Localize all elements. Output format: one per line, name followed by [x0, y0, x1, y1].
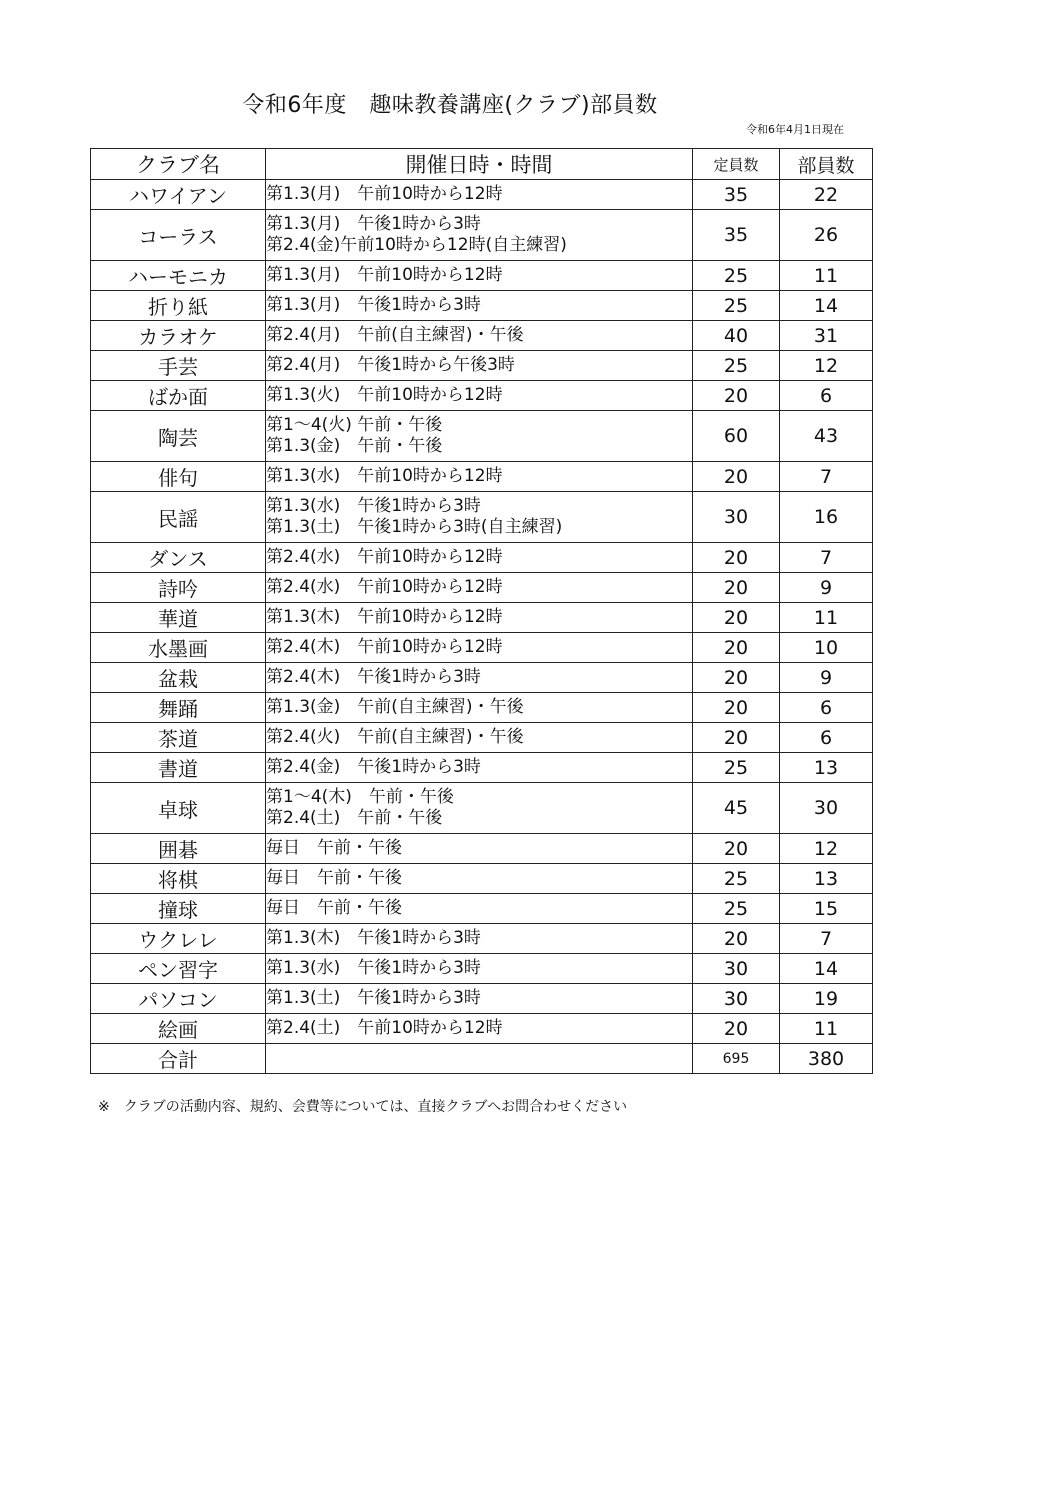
table-row — [91, 753, 873, 783]
capacity-cell: 20 — [693, 573, 780, 603]
schedule-line: 毎日 午前・午後 — [266, 838, 402, 858]
schedule-cell — [266, 864, 693, 894]
club-name-cell: 手芸 — [91, 351, 266, 381]
schedule-cell — [266, 381, 693, 411]
club-name-cell: 水墨画 — [91, 633, 266, 663]
capacity-cell: 20 — [693, 924, 780, 954]
schedule-cell — [266, 261, 693, 291]
schedule-line: 第2.4(火) 午前(自主練習)・午後 — [266, 727, 524, 747]
members-cell: 13 — [780, 753, 873, 783]
schedule-line: 第1.3(月) 午後1時から3時 — [266, 214, 481, 234]
schedule-cell — [266, 210, 693, 261]
schedule-cell — [266, 783, 693, 834]
table-row — [91, 864, 873, 894]
schedule-cell — [266, 723, 693, 753]
club-name-cell: ばか面 — [91, 381, 266, 411]
table-row — [91, 291, 873, 321]
members-cell: 19 — [780, 984, 873, 1014]
table-row — [91, 543, 873, 573]
schedule-cell — [266, 834, 693, 864]
club-name-cell: ペン習字 — [91, 954, 266, 984]
club-name-cell: 茶道 — [91, 723, 266, 753]
members-cell: 6 — [780, 381, 873, 411]
table-row — [91, 723, 873, 753]
club-name-cell: 盆栽 — [91, 663, 266, 693]
capacity-cell: 30 — [693, 492, 780, 543]
schedule-cell — [266, 291, 693, 321]
members-cell: 6 — [780, 693, 873, 723]
table-row — [91, 894, 873, 924]
club-name-cell: 絵画 — [91, 1014, 266, 1044]
schedule-line: 毎日 午前・午後 — [266, 898, 402, 918]
schedule-cell — [266, 321, 693, 351]
schedule-line: 第2.4(土) 午前10時から12時 — [266, 1018, 503, 1038]
members-cell: 12 — [780, 834, 873, 864]
capacity-cell: 25 — [693, 291, 780, 321]
total-capacity: 695 — [693, 1044, 780, 1074]
schedule-line: 第1.3(金) 午前(自主練習)・午後 — [266, 697, 524, 717]
club-name-cell: 書道 — [91, 753, 266, 783]
members-cell: 43 — [780, 411, 873, 462]
table-row — [91, 492, 873, 543]
members-cell: 11 — [780, 261, 873, 291]
club-name-cell: 卓球 — [91, 783, 266, 834]
table-row — [91, 663, 873, 693]
header-club-name: クラブ名 — [91, 149, 266, 180]
capacity-cell: 25 — [693, 261, 780, 291]
club-name-cell: 舞踊 — [91, 693, 266, 723]
table-row — [91, 603, 873, 633]
capacity-cell: 25 — [693, 753, 780, 783]
members-cell: 7 — [780, 543, 873, 573]
club-name-cell: 民謡 — [91, 492, 266, 543]
table-row — [91, 1014, 873, 1044]
members-cell: 13 — [780, 864, 873, 894]
footnote: ※ クラブの活動内容、規約、会費等については、直接クラブへお問合わせください — [98, 1099, 628, 1115]
table-row — [91, 693, 873, 723]
table-row — [91, 462, 873, 492]
club-name-cell: 華道 — [91, 603, 266, 633]
schedule-cell — [266, 984, 693, 1014]
schedule-line: 第1.3(金) 午前・午後 — [266, 436, 443, 456]
members-cell: 14 — [780, 954, 873, 984]
club-name-cell: 折り紙 — [91, 291, 266, 321]
schedule-line: 第2.4(土) 午前・午後 — [266, 808, 443, 828]
table-row — [91, 210, 873, 261]
schedule-line: 第1.3(月) 午前10時から12時 — [266, 184, 503, 204]
schedule-cell — [266, 894, 693, 924]
table-row — [91, 321, 873, 351]
total-row — [91, 1044, 873, 1074]
table-row — [91, 954, 873, 984]
schedule-line: 第1.3(火) 午前10時から12時 — [266, 385, 503, 405]
table-row — [91, 351, 873, 381]
total-members: 380 — [780, 1044, 873, 1074]
club-name-cell: 陶芸 — [91, 411, 266, 462]
schedule-cell — [266, 924, 693, 954]
total-label: 合計 — [91, 1044, 266, 1074]
schedule-line: 第1.3(木) 午前10時から12時 — [266, 607, 503, 627]
schedule-cell — [266, 603, 693, 633]
schedule-line: 第1.3(土) 午後1時から3時(自主練習) — [266, 517, 563, 537]
capacity-cell: 20 — [693, 381, 780, 411]
schedule-cell — [266, 663, 693, 693]
schedule-line: 第1.3(土) 午後1時から3時 — [266, 988, 481, 1008]
club-name-cell: ハーモニカ — [91, 261, 266, 291]
header-members: 部員数 — [780, 149, 873, 180]
capacity-cell: 45 — [693, 783, 780, 834]
capacity-cell: 35 — [693, 180, 780, 210]
capacity-cell: 25 — [693, 894, 780, 924]
capacity-cell: 25 — [693, 864, 780, 894]
capacity-cell: 20 — [693, 543, 780, 573]
table-row — [91, 633, 873, 663]
total-schedule-empty — [266, 1044, 693, 1074]
members-cell: 16 — [780, 492, 873, 543]
members-cell: 12 — [780, 351, 873, 381]
members-cell: 30 — [780, 783, 873, 834]
schedule-line: 第2.4(木) 午前10時から12時 — [266, 637, 503, 657]
table-row — [91, 984, 873, 1014]
capacity-cell: 30 — [693, 984, 780, 1014]
schedule-line: 第1.3(月) 午前10時から12時 — [266, 265, 503, 285]
schedule-cell — [266, 543, 693, 573]
header-capacity: 定員数 — [693, 149, 780, 180]
members-cell: 31 — [780, 321, 873, 351]
schedule-line: 第1.3(木) 午後1時から3時 — [266, 928, 481, 948]
schedule-line: 第1.3(月) 午後1時から3時 — [266, 295, 481, 315]
table-row — [91, 783, 873, 834]
capacity-cell: 20 — [693, 693, 780, 723]
schedule-cell — [266, 1014, 693, 1044]
members-cell: 11 — [780, 1014, 873, 1044]
table-row — [91, 180, 873, 210]
capacity-cell: 20 — [693, 1014, 780, 1044]
club-name-cell: 撞球 — [91, 894, 266, 924]
schedule-cell — [266, 693, 693, 723]
capacity-cell: 35 — [693, 210, 780, 261]
club-name-cell: ダンス — [91, 543, 266, 573]
members-cell: 9 — [780, 663, 873, 693]
schedule-cell — [266, 633, 693, 663]
schedule-line: 毎日 午前・午後 — [266, 868, 402, 888]
schedule-line: 第2.4(月) 午前(自主練習)・午後 — [266, 325, 524, 345]
capacity-cell: 20 — [693, 462, 780, 492]
schedule-cell — [266, 492, 693, 543]
club-name-cell: 詩吟 — [91, 573, 266, 603]
members-cell: 7 — [780, 462, 873, 492]
members-cell: 22 — [780, 180, 873, 210]
club-name-cell: ウクレレ — [91, 924, 266, 954]
schedule-cell — [266, 411, 693, 462]
members-cell: 11 — [780, 603, 873, 633]
schedule-cell — [266, 351, 693, 381]
table-row — [91, 261, 873, 291]
capacity-cell: 20 — [693, 663, 780, 693]
capacity-cell: 25 — [693, 351, 780, 381]
club-name-cell: パソコン — [91, 984, 266, 1014]
table-header-row — [91, 149, 873, 180]
table-row — [91, 924, 873, 954]
schedule-line: 第2.4(水) 午前10時から12時 — [266, 577, 503, 597]
page-title: 令和6年度 趣味教養講座(クラブ)部員数 — [242, 93, 658, 118]
as-of-date: 令和6年4月1日現在 — [746, 123, 844, 136]
members-cell: 7 — [780, 924, 873, 954]
schedule-cell — [266, 573, 693, 603]
club-name-cell: コーラス — [91, 210, 266, 261]
club-membership-table — [90, 148, 873, 1074]
table-row — [91, 573, 873, 603]
members-cell: 15 — [780, 894, 873, 924]
capacity-cell: 20 — [693, 723, 780, 753]
schedule-cell — [266, 753, 693, 783]
schedule-line: 第1.3(水) 午前10時から12時 — [266, 466, 503, 486]
members-cell: 6 — [780, 723, 873, 753]
club-name-cell: 俳句 — [91, 462, 266, 492]
table-body — [91, 180, 873, 1044]
schedule-line: 第1～4(木) 午前・午後 — [266, 787, 454, 807]
schedule-line: 第1.3(水) 午後1時から3時 — [266, 496, 481, 516]
capacity-cell: 40 — [693, 321, 780, 351]
schedule-line: 第1～4(火) 午前・午後 — [266, 415, 443, 435]
schedule-line: 第2.4(金) 午後1時から3時 — [266, 757, 481, 777]
club-name-cell: 将棋 — [91, 864, 266, 894]
capacity-cell: 20 — [693, 603, 780, 633]
schedule-line: 第2.4(水) 午前10時から12時 — [266, 547, 503, 567]
members-cell: 26 — [780, 210, 873, 261]
capacity-cell: 20 — [693, 834, 780, 864]
capacity-cell: 20 — [693, 633, 780, 663]
members-cell: 9 — [780, 573, 873, 603]
schedule-line: 第2.4(月) 午後1時から午後3時 — [266, 355, 515, 375]
schedule-line: 第2.4(金)午前10時から12時(自主練習) — [266, 235, 567, 255]
schedule-cell — [266, 462, 693, 492]
table-row — [91, 834, 873, 864]
schedule-line: 第1.3(水) 午後1時から3時 — [266, 958, 481, 978]
club-name-cell: カラオケ — [91, 321, 266, 351]
club-name-cell: 囲碁 — [91, 834, 266, 864]
members-cell: 10 — [780, 633, 873, 663]
table-row — [91, 411, 873, 462]
schedule-line: 第2.4(木) 午後1時から3時 — [266, 667, 481, 687]
header-schedule: 開催日時・時間 — [266, 149, 693, 180]
members-cell: 14 — [780, 291, 873, 321]
capacity-cell: 60 — [693, 411, 780, 462]
schedule-cell — [266, 954, 693, 984]
capacity-cell: 30 — [693, 954, 780, 984]
club-name-cell: ハワイアン — [91, 180, 266, 210]
table-row — [91, 381, 873, 411]
schedule-cell — [266, 180, 693, 210]
